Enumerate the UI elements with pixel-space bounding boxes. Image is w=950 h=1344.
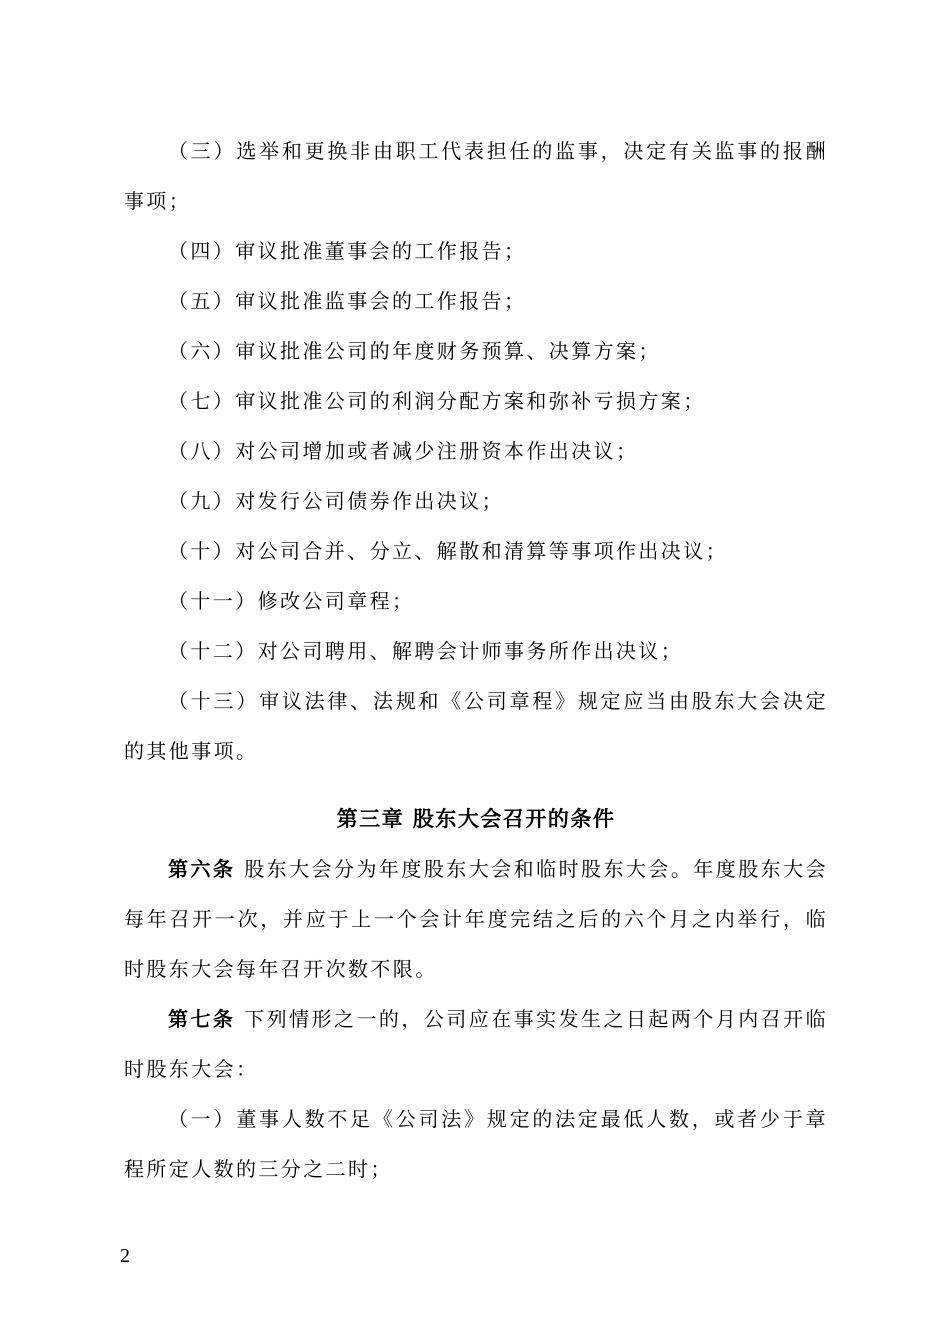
paragraph-item-8: （八）对公司增加或者减少注册资本作出决议； — [168, 439, 639, 463]
article-7-item-1: （一）董事人数不足《公司法》规定的法定最低人数，或者少于章程所定人数的三分之二时； — [124, 1107, 828, 1181]
paragraph-item-5: （五）审议批准监事会的工作报告； — [168, 289, 527, 313]
paragraph-item-4: （四）审议批准董事会的工作报告； — [168, 239, 527, 263]
paragraph-item-9: （九）对发行公司债券作出决议； — [168, 489, 504, 513]
article-7-label: 第七条 — [168, 1007, 236, 1031]
article-7 — [124, 994, 828, 1094]
paragraph-item-3: （三）选举和更换非由职工代表担任的监事，决定有关监事的报酬事项； — [124, 139, 828, 213]
article-6-text: 股东大会分为年度股东大会和临时股东大会。年度股东大会每年召开一次，并应于上一个会计年度完结之后的六个月之内举行，临时股东大会每年召开次数不限。 — [124, 857, 828, 981]
paragraph-item-12: （十二）对公司聘用、解聘会计师事务所作出决议； — [168, 639, 684, 663]
article-6 — [124, 844, 828, 994]
article-7-text: 下列情形之一的，公司应在事实发生之日起两个月内召开临时股东大会： — [124, 1007, 828, 1081]
paragraph-item-10: （十）对公司合并、分立、解散和清算等事项作出决议； — [168, 539, 728, 563]
paragraph-item-6: （六）审议批准公司的年度财务预算、决算方案； — [168, 339, 661, 363]
article-6-label: 第六条 — [168, 857, 236, 881]
paragraph-item-13: （十三）审议法律、法规和《公司章程》规定应当由股东大会决定的其他事项。 — [124, 689, 828, 763]
paragraph-item-7: （七）审议批准公司的利润分配方案和弥补亏损方案； — [168, 389, 706, 413]
paragraph-item-11: （十一）修改公司章程； — [168, 589, 415, 613]
chapter-title: 第三章 股东大会召开的条件 — [336, 807, 616, 831]
document-body — [124, 126, 828, 1194]
page-number: 2 — [120, 1245, 130, 1267]
